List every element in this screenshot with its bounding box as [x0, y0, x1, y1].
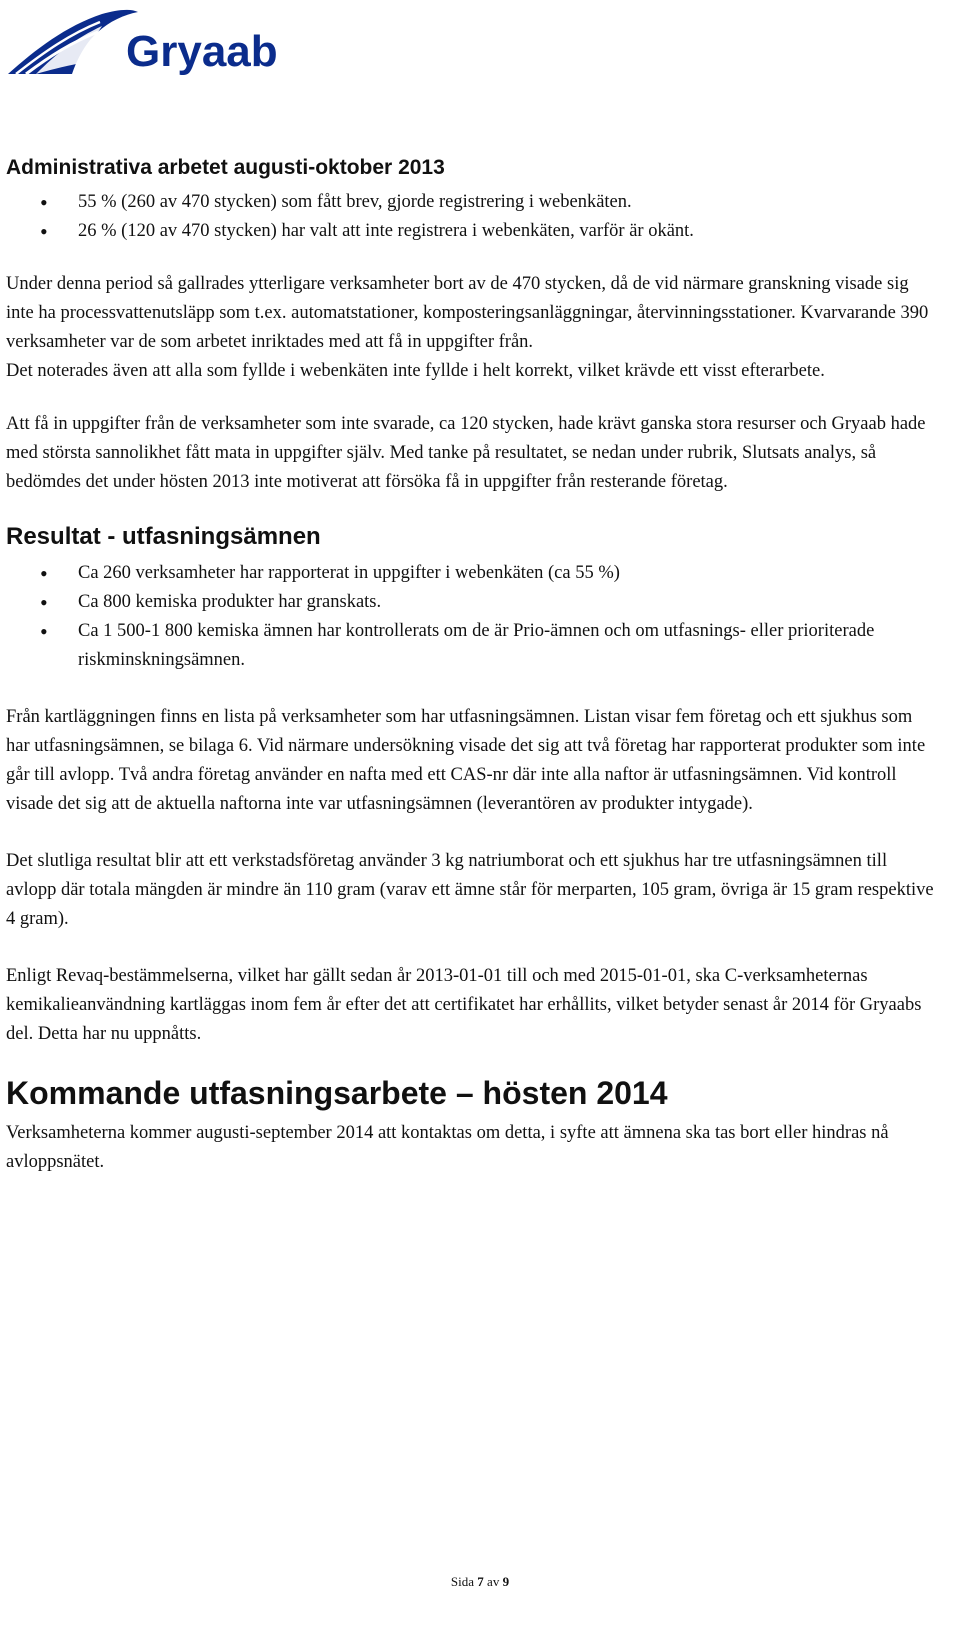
- list-item: • Ca 800 kemiska produkter har granskats.: [78, 588, 936, 617]
- paragraph: Att få in uppgifter från de verksamheter som inte svarade, ca 120 stycken, hade krävt ganska stora resurser och Gryaab hade med största sannolikhet fått mata in uppgifter själv. Med tanke på resultatet, se nedan under rubrik, Slutsats analys, så bedömdes det under hösten 2013 inte motiverat att försöka få in uppgifter från resterande företag.: [6, 414, 926, 492]
- page-of-word: av: [487, 1574, 500, 1589]
- paragraph: Under denna period så gallrades ytterligare verksamheter bort av de 470 stycken, då de vid närmare granskning visade sig inte ha processvattenutsläpp som t.ex. automatstationer, komposteringsanläggningar, återvinningsstationer. Kvarvarande 390 verksamheter var de som arbetet inriktades med att få in uppgifter från.: [6, 274, 929, 352]
- paragraph: Från kartläggningen finns en lista på verksamheter som har utfasningsämnen. Listan visar fem företag och ett sjukhus som har utfasningsämnen, se bilaga 6. Vid närmare undersökning visade det sig att två företag har rapporterat produkter som inte går till avlopp. Två andra företag använder en nafta med ett CAS-nr där inte alla naftor är utfasningsämnen. Vid kontroll visade det sig att de aktuella naftorna inte var utfasningsämnen (leverantören av produkter intygade).: [6, 707, 926, 814]
- admin-bullet-list: [6, 188, 936, 246]
- results-bullet-list: [6, 559, 936, 675]
- page-number: [0, 1574, 960, 1590]
- paragraph: Verksamheterna kommer augusti-september 2014 att kontaktas om detta, i syfte att ämnena ska tas bort eller hindras nå avloppsnätet.: [6, 1123, 889, 1172]
- gryaab-logo: [6, 4, 306, 84]
- list-item: • Ca 260 verksamheter har rapporterat in uppgifter i webenkäten (ca 55 %): [78, 559, 936, 588]
- paragraph: Det noterades även att alla som fyllde i webenkäten inte fyllde i helt korrekt, vilket krävde ett visst efterarbete.: [6, 361, 825, 381]
- document-body: [6, 154, 936, 1177]
- section-heading-upcoming: Kommande utfasningsarbete – hösten 2014: [6, 1075, 668, 1111]
- list-item: • 26 % (120 av 470 stycken) har valt att inte registrera i webenkäten, varför är okänt.: [78, 217, 936, 246]
- section-heading-admin: Administrativa arbetet augusti-oktober 2013: [6, 156, 445, 179]
- logo-wordmark: Gryaab: [126, 27, 278, 76]
- paragraph: Enligt Revaq-bestämmelserna, vilket har gällt sedan år 2013-01-01 till och med 2015-01-01, ska C-verksamheternas kemikalieanvändning kartläggas inom fem år efter det att certifikatet har erhållits, vilket betyder senast år 2014 för Gryaabs del. Detta har nu uppnåtts.: [6, 966, 922, 1044]
- page-current: 7: [477, 1574, 484, 1589]
- page-word: Sida: [450, 1574, 475, 1589]
- section-heading-results: Resultat - utfasningsämnen: [6, 523, 321, 550]
- paragraph: Det slutliga resultat blir att ett verkstadsföretag använder 3 kg natriumborat och ett sjukhus har tre utfasningsämnen till avlopp där totala mängden är mindre än 110 gram (varav ett ämne står för merparten, 105 gram, övriga är 15 gram respektive 4 gram).: [6, 851, 934, 929]
- page-total: 9: [502, 1574, 510, 1589]
- list-item: • Ca 1 500-1 800 kemiska ämnen har kontrollerats om de är Prio-ämnen och om utfasnings- eller prioriterade riskminskningsämnen.: [78, 617, 936, 675]
- list-item: • 55 % (260 av 470 stycken) som fått brev, gjorde registrering i webenkäten.: [78, 188, 936, 217]
- gryaab-swoosh-logo-icon: [6, 4, 306, 84]
